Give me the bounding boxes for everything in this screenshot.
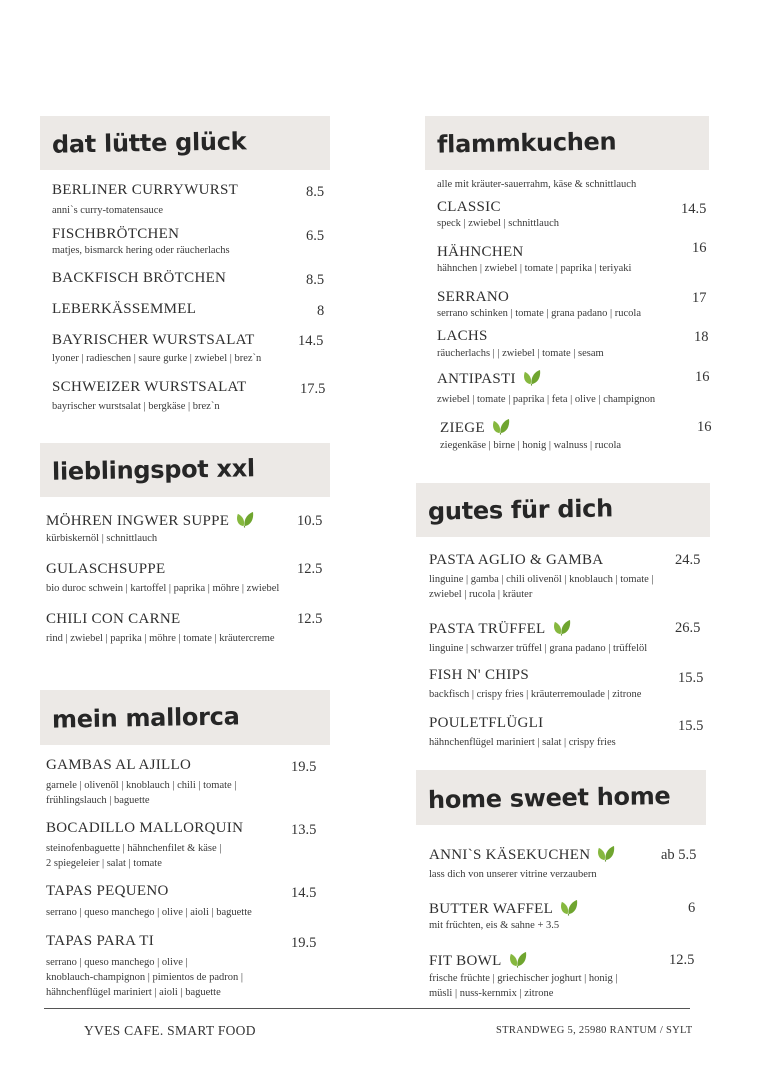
leaf-icon	[235, 511, 254, 528]
menu-item-desc: matjes, bismarck hering oder räucherlachs	[52, 245, 230, 256]
menu-item-desc: 2 spiegeleier | salat | tomate	[46, 858, 162, 869]
menu-item-name: LEBERKÄSSEMMEL	[52, 301, 197, 317]
menu-item-price: 17	[692, 290, 707, 306]
menu-item-desc: rind | zwiebel | paprika | möhre | tomate | kräutercreme	[46, 633, 275, 644]
menu-item-desc: kürbiskernöl | schnittlauch	[46, 533, 158, 544]
menu-item-desc: müsli | nuss-kernmix | zitrone	[429, 988, 554, 999]
menu-item-name: SERRANO	[437, 289, 510, 305]
section-title: gutes für dich	[427, 494, 614, 526]
menu-item-price: 10.5	[297, 513, 323, 529]
menu-item-name: POULETFLÜGLI	[429, 715, 544, 731]
menu-item-desc: garnele | olivenöl | knoblauch | chili | tomate |	[46, 780, 237, 791]
menu-item-price: 26.5	[675, 620, 701, 636]
menu-item-label: ANNI`S KÄSEKUCHEN	[429, 847, 591, 863]
menu-item-price: 8.5	[306, 272, 325, 288]
menu-item-label: MÖHREN INGWER SUPPE	[46, 513, 230, 529]
menu-item-name: CHILI CON CARNE	[46, 611, 181, 627]
menu-item-price: 8	[317, 303, 325, 319]
menu-item-name	[429, 619, 571, 638]
menu-item-price: 6	[688, 900, 696, 916]
menu-item-desc: serrano | queso manchego | olive | aioli | baguette	[46, 907, 252, 918]
menu-item-desc: frische früchte | griechischer joghurt | honig |	[429, 973, 618, 984]
menu-item-label: PASTA TRÜFFEL	[429, 621, 546, 637]
menu-item-price: 12.5	[297, 611, 323, 627]
menu-item-desc: linguine | gamba | chili olivenöl | knoblauch | tomate |	[429, 574, 654, 585]
menu-item-price: 17.5	[300, 381, 326, 397]
menu-item-price: ab 5.5	[661, 847, 697, 863]
menu-item-desc: hähnchenflügel mariniert | salat | crispy fries	[429, 737, 616, 748]
menu-item-price: 19.5	[291, 759, 317, 775]
section-title: dat lütte glück	[51, 127, 247, 159]
menu-item-price: 14.5	[298, 333, 324, 349]
menu-item-name: GULASCHSUPPE	[46, 561, 166, 577]
leaf-icon	[596, 845, 615, 862]
menu-item-name: FISH N' CHIPS	[429, 667, 529, 683]
menu-item-desc: mit früchten, eis & sahne + 3.5	[429, 920, 560, 931]
menu-item-name: BACKFISCH BRÖTCHEN	[52, 270, 227, 286]
section-intro: alle mit kräuter-sauerrahm, käse & schnittlauch	[437, 179, 637, 190]
footer-brand: YVES CAFE. SMART FOOD	[84, 1023, 256, 1038]
menu-item-desc: zwiebel | rucola | kräuter	[429, 589, 533, 600]
menu-item-price: 18	[694, 329, 709, 345]
section-header-lieblingspot	[40, 443, 330, 497]
menu-item-name	[46, 511, 254, 530]
menu-item-desc: zwiebel | tomate | paprika | feta | olive | champignon	[437, 394, 656, 405]
menu-item-name	[440, 418, 510, 437]
section-title: flammkuchen	[436, 127, 617, 159]
menu-item-desc: räucherlachs | | zwiebel | tomate | sesam	[437, 348, 604, 359]
menu-item-price: 19.5	[291, 935, 317, 951]
footer-divider	[44, 1008, 690, 1009]
menu-item-desc: anni`s curry-tomatensauce	[52, 205, 164, 216]
menu-item-price: 24.5	[675, 552, 701, 568]
section-title: mein mallorca	[51, 701, 240, 734]
menu-item-name: CLASSIC	[437, 199, 501, 215]
menu-item-name: BOCADILLO MALLORQUIN	[46, 820, 244, 836]
menu-item-price: 16	[697, 419, 712, 435]
leaf-icon	[522, 369, 541, 386]
menu-item-desc: knoblauch-champignon | pimientos de padron |	[46, 972, 243, 983]
menu-item-name: PASTA AGLIO & GAMBA	[429, 552, 604, 568]
menu-item-name: HÄHNCHEN	[437, 244, 524, 260]
menu-item-desc: backfisch | crispy fries | kräuterremoulade | zitrone	[429, 689, 642, 700]
menu-item-price: 12.5	[297, 561, 323, 577]
menu-item-price: 13.5	[291, 822, 317, 838]
menu-item-desc: hähnchenflügel mariniert | aioli | baguette	[46, 987, 221, 998]
menu-item-price: 15.5	[678, 670, 704, 686]
leaf-icon	[508, 951, 527, 968]
menu-item-name: FISCHBRÖTCHEN	[52, 226, 180, 242]
menu-item-desc: bayrischer wurstsalat | bergkäse | brez`n	[52, 401, 220, 412]
menu-item-price: 14.5	[681, 201, 707, 217]
section-header-dat-luette	[40, 116, 330, 170]
menu-item-name: TAPAS PEQUENO	[46, 883, 169, 899]
menu-item-desc: speck | zwiebel | schnittlauch	[437, 218, 559, 229]
menu-item-desc: steinofenbaguette | hähnchenfilet & käse |	[46, 843, 222, 854]
section-title: lieblingspot xxl	[51, 454, 256, 486]
menu-item-desc: linguine | schwarzer trüffel | grana padano | trüffelöl	[429, 643, 648, 654]
menu-item-desc: frühlingslauch | baguette	[46, 795, 150, 806]
section-header-home	[416, 770, 706, 825]
footer-address: STRANDWEG 5, 25980 RANTUM / SYLT	[496, 1025, 693, 1036]
menu-item-name: LACHS	[437, 328, 488, 344]
menu-item-name: GAMBAS AL AJILLO	[46, 757, 192, 773]
menu-item-name	[429, 899, 578, 918]
menu-item-label: ZIEGE	[440, 420, 485, 436]
menu-item-name	[429, 951, 527, 970]
menu-item-price: 12.5	[669, 952, 695, 968]
menu-item-price: 15.5	[678, 718, 704, 734]
menu-item-name: BERLINER CURRYWURST	[52, 182, 239, 198]
menu-item-desc: serrano schinken | tomate | grana padano | rucola	[437, 308, 641, 319]
leaf-icon	[491, 418, 510, 435]
menu-item-price: 8.5	[306, 184, 325, 200]
leaf-icon	[559, 899, 578, 916]
menu-item-name	[437, 369, 541, 388]
leaf-icon	[552, 619, 571, 636]
menu-item-name: SCHWEIZER WURSTSALAT	[52, 379, 247, 395]
menu-item-price: 14.5	[291, 885, 317, 901]
menu-item-price: 6.5	[306, 228, 325, 244]
menu-item-desc: lyoner | radieschen | saure gurke | zwiebel | brez`n	[52, 353, 262, 364]
menu-item-desc: ziegenkäse | birne | honig | walnuss | rucola	[440, 440, 622, 451]
menu-item-desc: bio duroc schwein | kartoffel | paprika | möhre | zwiebel	[46, 583, 280, 594]
menu-item-price: 16	[695, 369, 710, 385]
menu-item-label: FIT BOWL	[429, 953, 502, 969]
menu-item-desc: hähnchen | zwiebel | tomate | paprika | teriyaki	[437, 263, 632, 274]
section-header-flammkuchen	[425, 116, 709, 170]
menu-item-name	[429, 845, 615, 864]
menu-item-label: ANTIPASTI	[437, 371, 516, 387]
section-title: home sweet home	[427, 781, 671, 814]
menu-item-desc: lass dich von unserer vitrine verzaubern	[429, 869, 597, 880]
menu-item-name: TAPAS PARA TI	[46, 933, 155, 949]
section-header-mallorca	[40, 690, 330, 745]
menu-item-label: BUTTER WAFFEL	[429, 901, 554, 917]
menu-item-name: BAYRISCHER WURSTSALAT	[52, 332, 255, 348]
menu-item-price: 16	[692, 240, 707, 256]
menu-item-desc: serrano | queso manchego | olive |	[46, 957, 188, 968]
section-header-gutes	[416, 483, 710, 537]
